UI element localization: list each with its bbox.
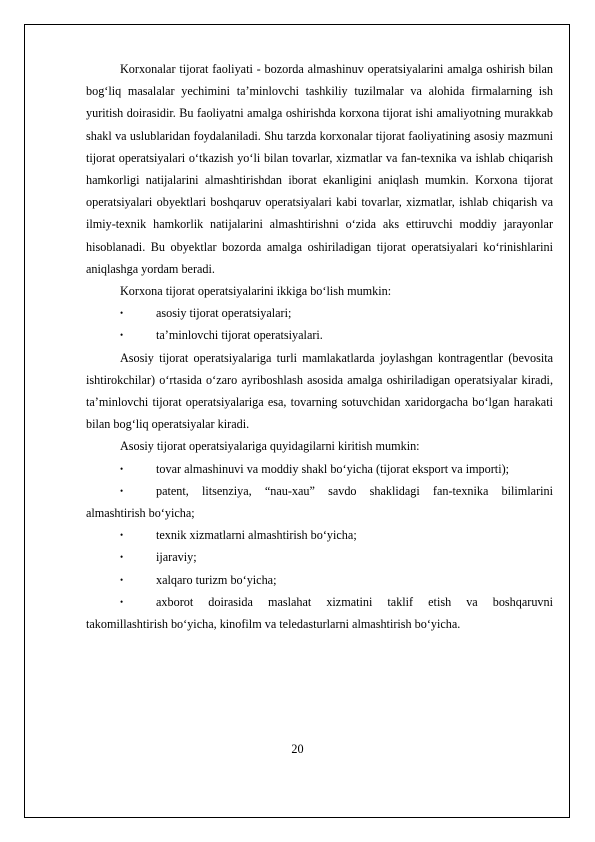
list-item — [86, 480, 553, 524]
list-item-text: asosiy tijorat operatsiyalari; — [156, 306, 292, 321]
list-item — [86, 302, 553, 324]
list-item-text: axborot doirasida maslahat xizmatini taklif etish va boshqaruvni takomillashtirish bo‘yicha, kinofilm va teledasturlarni almashtirish bo‘yicha. — [86, 594, 553, 632]
list-item-text: ijaraviy; — [156, 550, 197, 565]
list-item-text: texnik xizmatlarni almashtirish bo‘yicha; — [156, 528, 357, 543]
list-item-text: tovar almashinuvi va moddiy shakl bo‘yicha (tijorat eksport va importi); — [156, 461, 510, 476]
bullet-icon: • — [120, 463, 124, 474]
list-item-text: xalqaro turizm bo‘yicha; — [156, 572, 277, 587]
list-item — [86, 546, 553, 568]
paragraph-main-operations: Asosiy tijorat operatsiyalariga turli mamlakatlarda joylashgan kontragentlar (bevosita ishtirokchilar) o‘rtasida o‘zaro ayriboshlash asosida amalga oshiriladigan operatsiyalar kiradi, ta’minlovchi tijorat operatsiyalariga esa, tovarning sotuvchidan xaridorgacha bo‘lgan harakati bilan bog‘liq operatsiyalar kiradi. — [86, 350, 553, 432]
list-item — [86, 524, 553, 546]
list-item — [86, 458, 553, 480]
paragraph-operations-division: Korxona tijorat operatsiyalarini ikkiga bo‘lish mumkin: — [120, 284, 392, 299]
bullet-icon: • — [120, 574, 124, 585]
bullet-icon: • — [120, 596, 124, 607]
paragraph-main-operations-intro: Asosiy tijorat operatsiyalariga quyidagilarni kiritish mumkin: — [120, 439, 420, 454]
list-item — [86, 324, 553, 346]
bullet-icon: • — [120, 485, 124, 496]
list-item — [86, 569, 553, 591]
list-item-text: ta’minlovchi tijorat operatsiyalari. — [156, 328, 323, 343]
page-number: 20 — [291, 742, 304, 756]
main-operations-list — [86, 458, 553, 636]
operations-types-list — [86, 302, 553, 346]
list-item-text: patent, litsenziya, “nau-xau” savdo shaklidagi fan-texnika bilimlarini almashtirish bo‘yicha; — [86, 483, 553, 521]
document-body — [86, 58, 553, 635]
paragraph-commercial-activity: Korxonalar tijorat faoliyati - bozorda almashinuv operatsiyalarini amalga oshirish bilan bog‘liq masalalar yechimini ta’minlovchi tashkiliy tuzilmalar va alohida firmalarning ish yuritish doirasidir. Bu faoliyatni amalga oshirishda korxona tijorat ishi amaliyotning murakkab shakl va uslublaridan foydalaniladi. Shu tarzda korxonalar tijorat faoliyatining asosiy mazmuni tijorat operatsiyalari o‘tkazish yo‘li bilan tovarlar, xizmatlar va fan-texnika va ishlab chiqarish hamkorligi natijalarini almashtirishdan iborat ekanligini aniqlash mumkin. Korxona tijorat operatsiyalari obyektlari boshqaruv operatsiyalari kabi tovarlar, xizmatlar, ishlab chiqarish va ilmiy-texnik hamkorlik natijalarini almashtirishni o‘zida aks ettiruvchi moddiy jarayonlar hisoblanadi. Bu obyektlar bozorda amalga oshiriladigan tijorat operatsiyalari ko‘rinishlarini aniqlashga yordam beradi. — [86, 62, 553, 276]
bullet-icon: • — [120, 330, 124, 341]
bullet-icon: • — [120, 308, 124, 319]
bullet-icon: • — [120, 530, 124, 541]
bullet-icon: • — [120, 552, 124, 563]
list-item — [86, 591, 553, 635]
